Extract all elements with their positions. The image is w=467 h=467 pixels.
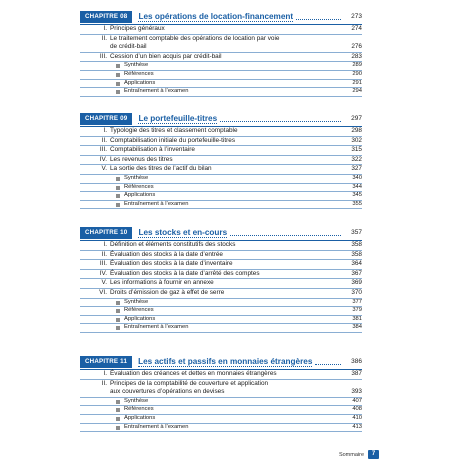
- toc-entry-text: Les revenus des titres: [110, 155, 173, 163]
- square-bullet-icon: [116, 194, 120, 198]
- toc-subentry-text: Applications: [124, 192, 156, 199]
- toc-subentry-page: 290: [352, 70, 362, 77]
- toc-entry-number: IV.: [99, 269, 107, 277]
- toc-subentry-text: Applications: [124, 79, 156, 86]
- toc-subentry-page: 355: [352, 200, 362, 207]
- toc-entry-page: 358: [351, 241, 362, 248]
- square-bullet-icon: [116, 326, 120, 330]
- chapter-title: Le portefeuille-titres: [138, 114, 218, 123]
- toc-subentry-page: 294: [352, 88, 362, 95]
- toc-entry-page: 315: [351, 146, 362, 154]
- square-bullet-icon: [116, 73, 120, 77]
- toc-entry-text: Évaluation des stocks à la date d’arrêté des comptes: [110, 269, 260, 277]
- chapter-title: Les actifs et passifs en monnaies étrangères: [138, 357, 313, 366]
- toc-entry[interactable]: [80, 251, 362, 261]
- toc-entry-page: 387: [351, 370, 362, 377]
- toc-entry[interactable]: [80, 380, 362, 398]
- toc-subentry[interactable]: [80, 415, 362, 424]
- page-number-badge: 7: [368, 450, 379, 459]
- toc-entry-text: Comptabilisation à l’inventaire: [110, 146, 195, 154]
- toc-subentry-text: Entraînement à l’examen: [124, 200, 189, 207]
- toc-entry[interactable]: [80, 156, 362, 166]
- leader-dots: [296, 19, 341, 20]
- toc-entry[interactable]: [80, 370, 362, 380]
- square-bullet-icon: [116, 408, 120, 412]
- toc-entry-number: II.: [101, 250, 107, 258]
- toc-entry-page: 367: [351, 269, 362, 277]
- toc-entry[interactable]: [80, 25, 362, 35]
- toc-entry-page: 276: [351, 43, 362, 51]
- square-bullet-icon: [116, 417, 120, 421]
- square-bullet-icon: [116, 82, 120, 86]
- toc-subentry[interactable]: [80, 316, 362, 325]
- toc-subentry[interactable]: [80, 299, 362, 308]
- toc-subentry-text: Entraînement à l’examen: [124, 423, 189, 430]
- toc-entry[interactable]: [80, 35, 362, 53]
- toc-entry-text: Typologie des titres et classement comptable: [110, 127, 238, 134]
- square-bullet-icon: [116, 177, 120, 181]
- toc-entry-text: Comptabilisation initiale du portefeuille-titres: [110, 136, 236, 144]
- chapter-section: [80, 226, 362, 333]
- toc-subentry-page: 340: [352, 174, 362, 181]
- toc-entry-text: La sortie des titres de l’actif du bilan: [110, 165, 212, 173]
- toc-entry-number: II.: [101, 34, 107, 42]
- toc-entry-text: Évaluation des stocks à la date d’inventaire: [110, 260, 233, 268]
- toc-entry-text: Droits d’émission de gaz à effet de serre: [110, 288, 225, 296]
- toc-subentry-text: Synthèse: [124, 298, 149, 305]
- toc-entry-page: 302: [351, 136, 362, 144]
- toc-subentry-page: 407: [352, 397, 362, 404]
- square-bullet-icon: [116, 90, 120, 94]
- square-bullet-icon: [116, 301, 120, 305]
- toc-entry-page: 322: [351, 155, 362, 163]
- square-bullet-icon: [116, 309, 120, 313]
- toc-entry-number: I.: [103, 241, 107, 248]
- toc-entry-number: II.: [101, 136, 107, 144]
- chapter-section: [80, 355, 362, 432]
- toc-entry-page: 358: [351, 250, 362, 258]
- toc-subentry-page: 410: [352, 414, 362, 421]
- toc-entry-page: 274: [351, 25, 362, 32]
- toc-subentry-page: 408: [352, 406, 362, 413]
- toc-subentry[interactable]: [80, 184, 362, 193]
- toc-entry-number: V.: [101, 165, 107, 173]
- toc-subentry[interactable]: [80, 201, 362, 210]
- toc-subentry-text: Synthèse: [124, 397, 149, 404]
- toc-entry[interactable]: [80, 165, 362, 175]
- toc-subentry-text: Synthèse: [124, 174, 149, 181]
- chapter-heading[interactable]: [80, 355, 362, 368]
- toc-entry-text: Principes de la comptabilité de couverture et application: [110, 379, 269, 387]
- square-bullet-icon: [116, 64, 120, 68]
- toc-entry[interactable]: [80, 260, 362, 270]
- page-footer: [339, 450, 379, 459]
- toc-entry-page: 364: [351, 260, 362, 268]
- toc-subentry[interactable]: [80, 175, 362, 184]
- toc-entry-number: III.: [99, 260, 107, 268]
- toc-entry[interactable]: [80, 279, 362, 289]
- toc-entry-page: 327: [351, 165, 362, 173]
- toc-entry[interactable]: [80, 127, 362, 137]
- toc-entry-page: 283: [351, 52, 362, 60]
- toc-entry-text: Le traitement comptable des opérations de location par voie: [110, 34, 280, 42]
- square-bullet-icon: [116, 318, 120, 322]
- toc-entry-number: II.: [101, 379, 107, 387]
- square-bullet-icon: [116, 426, 120, 430]
- toc-entry-text: Définition et éléments constitutifs des stocks: [110, 241, 236, 248]
- toc-entry-page: 298: [351, 127, 362, 134]
- toc-entry-number: I.: [103, 25, 107, 32]
- toc-subentry-page: 379: [352, 307, 362, 314]
- chapter-heading[interactable]: [80, 112, 362, 125]
- toc-entry[interactable]: [80, 241, 362, 251]
- toc-entry-text: Évaluation des créances et dettes en monnaies étrangères: [110, 370, 277, 377]
- toc-subentry-page: 377: [352, 298, 362, 305]
- toc-subentry-page: 344: [352, 183, 362, 190]
- toc-subentry-page: 289: [352, 62, 362, 69]
- toc-subentry-text: Applications: [124, 315, 156, 322]
- toc-subentry-page: 381: [352, 315, 362, 322]
- chapter-page-number: 386: [351, 358, 362, 365]
- toc-subentry[interactable]: [80, 307, 362, 316]
- toc-entry-number: IV.: [99, 155, 107, 163]
- toc-entry-text: de crédit-bail: [110, 43, 147, 51]
- toc-entry-text: Évaluation des stocks à la date d’entrée: [110, 250, 223, 258]
- toc-subentry[interactable]: [80, 62, 362, 71]
- toc-subentry-text: Entraînement à l’examen: [124, 88, 189, 95]
- chapter-page-number: 357: [351, 229, 362, 236]
- chapter-badge: CHAPITRE 11: [80, 356, 132, 368]
- chapter-page-number: 297: [351, 115, 362, 122]
- chapter-heading[interactable]: [80, 10, 362, 23]
- toc-subentry[interactable]: [80, 192, 362, 201]
- toc-entry[interactable]: [80, 53, 362, 63]
- chapter-page-number: 273: [351, 13, 362, 20]
- leader-dots: [230, 235, 341, 236]
- toc-subentry-page: 345: [352, 192, 362, 199]
- chapter-title: Les stocks et en-cours: [138, 228, 228, 237]
- toc-subentry[interactable]: [80, 406, 362, 415]
- toc-subentry-page: 384: [352, 324, 362, 331]
- leader-dots: [220, 121, 341, 122]
- toc-subentry-text: Synthèse: [124, 62, 149, 69]
- toc-subentry[interactable]: [80, 324, 362, 333]
- toc-entry[interactable]: [80, 270, 362, 280]
- toc-subentry[interactable]: [80, 71, 362, 80]
- chapter-section: [80, 10, 362, 97]
- chapter-badge: CHAPITRE 08: [80, 11, 132, 23]
- toc-entry-number: I.: [103, 370, 107, 377]
- toc-subentry[interactable]: [80, 88, 362, 97]
- toc-entry-text: Cession d’un bien acquis par crédit-bail: [110, 52, 222, 60]
- toc-entry-text: aux couvertures d’opérations en devises: [110, 388, 225, 396]
- toc-subentry[interactable]: [80, 80, 362, 89]
- toc-entry-text: Principes généraux: [110, 25, 165, 32]
- toc-entry[interactable]: [80, 137, 362, 147]
- toc-subentry-text: Entraînement à l’examen: [124, 324, 189, 331]
- square-bullet-icon: [116, 186, 120, 190]
- chapter-badge: CHAPITRE 09: [80, 113, 132, 125]
- chapter-heading[interactable]: [80, 226, 362, 239]
- toc-entry-number: VI.: [99, 288, 107, 296]
- chapter-badge: CHAPITRE 10: [80, 227, 132, 239]
- toc-subentry-text: Applications: [124, 414, 156, 421]
- toc-subentry[interactable]: [80, 398, 362, 407]
- toc-subentry-page: 291: [352, 79, 362, 86]
- toc-entry[interactable]: [80, 289, 362, 299]
- toc-subentry[interactable]: [80, 424, 362, 433]
- toc-subentry-text: Références: [124, 183, 154, 190]
- toc-entry-page: 370: [351, 288, 362, 296]
- toc-entry-number: I.: [103, 127, 107, 134]
- toc-subentry-text: Références: [124, 70, 154, 77]
- toc-entry-text: Les informations à fournir en annexe: [110, 279, 214, 287]
- square-bullet-icon: [116, 203, 120, 207]
- square-bullet-icon: [116, 400, 120, 404]
- toc-entry[interactable]: [80, 146, 362, 156]
- toc-entry-number: III.: [99, 52, 107, 60]
- toc-entry-number: V.: [101, 279, 107, 287]
- chapter-section: [80, 112, 362, 209]
- toc-entry-page: 393: [351, 388, 362, 396]
- toc-subentry-text: Références: [124, 406, 154, 413]
- toc-entry-number: III.: [99, 146, 107, 154]
- toc-entry-page: 369: [351, 279, 362, 287]
- toc-subentry-text: Références: [124, 307, 154, 314]
- leader-dots: [315, 364, 341, 365]
- footer-label: Sommaire: [338, 451, 364, 458]
- chapter-title: Les opérations de location-financement: [138, 12, 294, 21]
- toc-subentry-page: 413: [352, 423, 362, 430]
